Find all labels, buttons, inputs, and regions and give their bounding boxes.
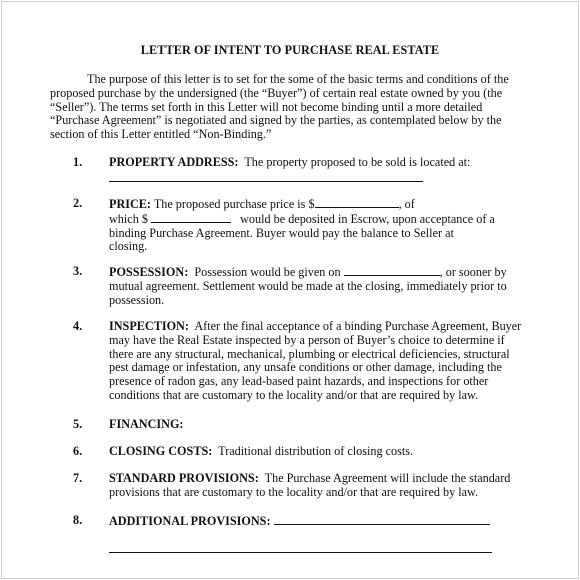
- section-body: [109, 197, 529, 254]
- section-text: The Purchase Agreement will include the standard: [264, 471, 511, 485]
- section-body: [109, 320, 529, 403]
- section-label: STANDARD PROVISIONS:: [109, 471, 259, 485]
- section-label: PROPERTY ADDRESS:: [109, 155, 239, 169]
- intro-line: The purpose of this letter is to set for the some of the basic terms and conditions of the: [87, 72, 509, 86]
- section-body: [109, 156, 529, 170]
- section-text: , or sooner by: [439, 265, 507, 279]
- section-text: The proposed purchase price is $: [153, 197, 315, 211]
- section-label: ADDITIONAL PROVISIONS:: [109, 514, 271, 528]
- section-text: which $: [109, 211, 148, 226]
- section-number: 8.: [73, 513, 83, 527]
- section-text: The property proposed to be sold is located at:: [244, 155, 471, 169]
- section-label: FINANCING:: [109, 417, 184, 431]
- section-text: provisions that are customary to the locality and/or that are required by law.: [109, 484, 479, 499]
- section-number: 6.: [73, 444, 83, 458]
- section-text: After the final acceptance of a binding Purchase Agreement, Buyer: [194, 319, 522, 333]
- section-text: would be deposited in Escrow, upon acceptance of a: [240, 211, 495, 226]
- section-number: 1.: [73, 155, 83, 169]
- section-text: there are any structural, mechanical, plumbing or electrical deficiencies, structural: [109, 346, 510, 361]
- section-text: Possession would be given on: [194, 265, 341, 279]
- property-address-blank[interactable]: [109, 181, 423, 182]
- document-title: LETTER OF INTENT TO PURCHASE REAL ESTATE: [140, 43, 440, 57]
- possession-date-blank[interactable]: [344, 265, 440, 276]
- section-number: 5.: [73, 417, 83, 431]
- section-body: [109, 514, 529, 529]
- section-text: binding Purchase Agreement. Buyer would pay the balance to Seller at: [109, 225, 454, 240]
- section-text: possession.: [109, 292, 165, 307]
- section-label: CLOSING COSTS:: [109, 444, 213, 458]
- intro-paragraph: [50, 73, 510, 142]
- section-text: pest damage or infestation, any unsafe conditions or other damage, including the: [109, 360, 502, 375]
- purchase-price-blank[interactable]: [315, 197, 399, 208]
- section-label: PRICE:: [109, 197, 151, 211]
- additional-provisions-blank-line[interactable]: [109, 552, 492, 553]
- section-body: [109, 265, 529, 307]
- section-text: closing.: [109, 239, 148, 254]
- section-text: mutual agreement. Settlement would be made at the closing, immediately prior to: [109, 278, 507, 293]
- section-text: may have the Real Estate inspected by a person of Buyer’s choice to determine if: [109, 332, 505, 347]
- section-number: 2.: [73, 196, 83, 210]
- intro-line: “Seller”). The terms set forth in this Letter will not become binding until a more detailed: [50, 99, 483, 114]
- section-label: INSPECTION:: [109, 319, 189, 333]
- intro-line: section of this Letter entitled “Non-Binding.”: [50, 127, 272, 142]
- section-body: [109, 472, 529, 500]
- section-text: , of: [398, 197, 415, 211]
- escrow-amount-blank[interactable]: [151, 212, 231, 223]
- section-body: [109, 445, 529, 459]
- section-label: POSSESSION:: [109, 265, 189, 279]
- section-text: presence of radon gas, any lead-based paint hazards, and inspections for other: [109, 374, 489, 389]
- additional-provisions-blank[interactable]: [274, 514, 490, 525]
- section-number: 7.: [73, 471, 83, 485]
- section-number: 3.: [73, 264, 83, 278]
- intro-line: proposed purchase by the undersigned (the “Buyer”) of certain real estate owned by you (the: [50, 85, 503, 100]
- section-body: [109, 418, 529, 432]
- intro-line: “Purchase Agreement” is negotiated and signed by the parties, as contemplated below by the: [50, 113, 502, 128]
- section-text: Traditional distribution of closing costs.: [218, 444, 414, 458]
- section-number: 4.: [73, 319, 83, 333]
- section-text: conditions that are customary to the locality and/or that are required by law.: [109, 387, 479, 402]
